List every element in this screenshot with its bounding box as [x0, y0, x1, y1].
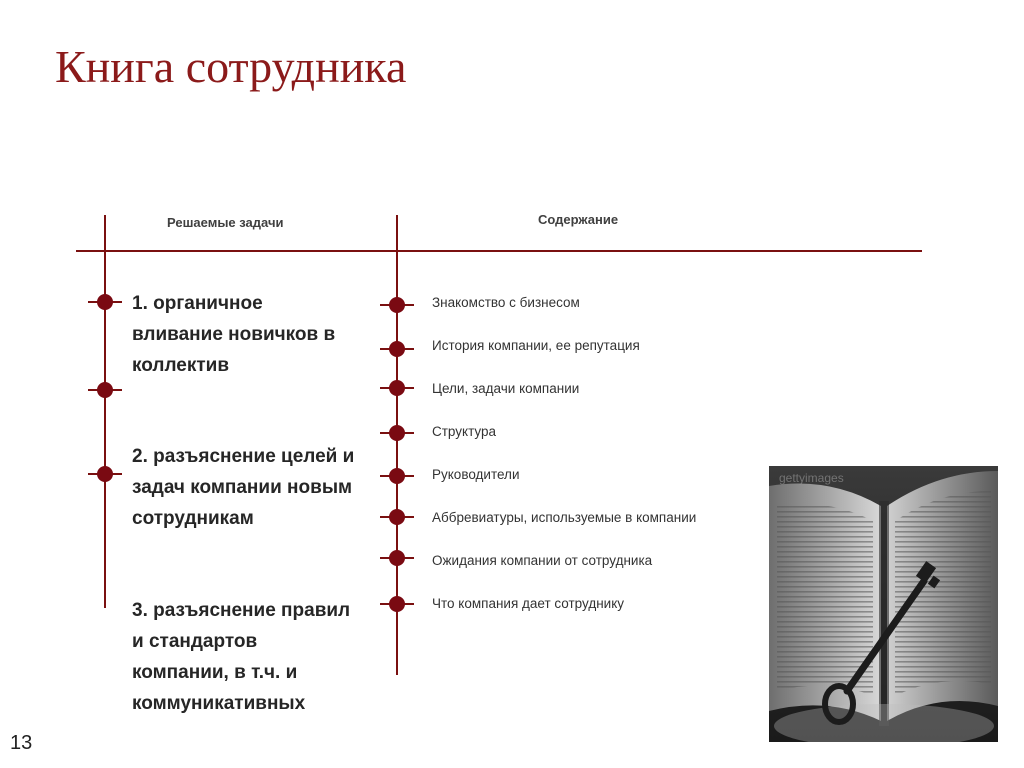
content-marker — [380, 380, 414, 396]
left-column-header: Решаемые задачи — [167, 215, 284, 230]
content-item-6: Аббревиатуры, используемые в компании — [432, 510, 697, 525]
task-marker — [88, 466, 122, 482]
slide-title: Книга сотрудника — [55, 41, 407, 92]
content-item-2: История компании, ее репутация — [432, 338, 640, 353]
content-marker — [380, 550, 414, 566]
image-watermark: gettyimages — [779, 471, 844, 485]
content-item-1: Знакомство с бизнесом — [432, 295, 580, 310]
task-marker — [88, 294, 122, 310]
content-item-3: Цели, задачи компании — [432, 381, 580, 396]
header-divider — [76, 250, 922, 252]
book-key-photo — [769, 466, 998, 742]
content-item-7: Ожидания компании от сотрудника — [432, 553, 653, 568]
right-column-header: Содержание — [538, 212, 619, 227]
slide-number: 13 — [10, 732, 33, 754]
task-item-1: 1. органичное вливание новичков в коллектив — [132, 293, 336, 376]
content-item-8: Что компания дает сотруднику — [432, 596, 625, 611]
content-marker — [380, 425, 414, 441]
task-marker — [88, 382, 122, 398]
content-marker — [380, 509, 414, 525]
content-marker — [380, 468, 414, 484]
left-timeline — [104, 215, 106, 608]
task-item-3: 3. разъяснение правил и стандартов компании, в т.ч. и коммуникативных — [132, 600, 351, 714]
task-item-2: 2. разъяснение целей и задач компании новым сотрудникам — [132, 446, 355, 529]
content-marker — [380, 341, 414, 357]
content-item-5: Руководители — [432, 467, 520, 482]
content-item-4: Структура — [432, 424, 497, 439]
content-marker — [380, 596, 414, 612]
content-marker — [380, 297, 414, 313]
